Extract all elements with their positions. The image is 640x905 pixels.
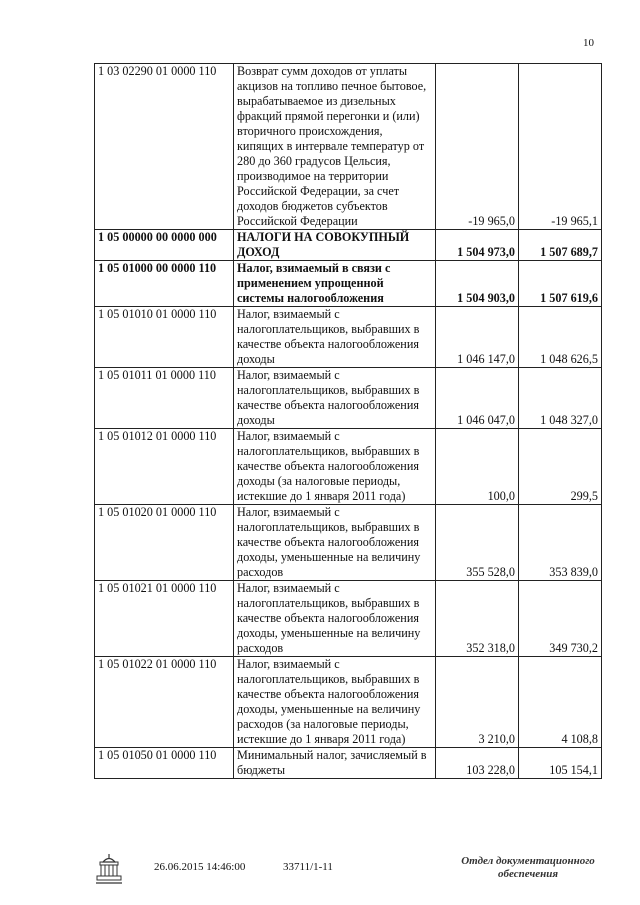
table-row [95, 748, 602, 779]
row-value-2: 105 154,1 [519, 748, 602, 779]
row-code: 1 05 01000 00 0000 110 [95, 261, 234, 307]
duma-logo-icon [94, 852, 124, 888]
row-name: Налог, взимаемый с налогоплательщиков, выбравших в качестве объекта налогообложения доходы, уменьшенные на величину расходов [234, 581, 436, 657]
row-value-1: 103 228,0 [436, 748, 519, 779]
row-value-1: 1 046 047,0 [436, 368, 519, 429]
row-value-2: 299,5 [519, 429, 602, 505]
row-name: Минимальный налог, зачисляемый в бюджеты [234, 748, 436, 779]
row-code: 1 05 01022 01 0000 110 [95, 657, 234, 748]
row-name: Налог, взимаемый в связи с применением упрощенной системы налогообложения [234, 261, 436, 307]
row-value-1: 1 046 147,0 [436, 307, 519, 368]
row-value-1: 100,0 [436, 429, 519, 505]
table-row [95, 429, 602, 505]
row-value-2: 4 108,8 [519, 657, 602, 748]
row-value-2: -19 965,1 [519, 64, 602, 230]
row-name: НАЛОГИ НА СОВОКУПНЫЙ ДОХОД [234, 230, 436, 261]
table-row [95, 307, 602, 368]
footer-datetime: 26.06.2015 14:46:00 [154, 861, 246, 873]
table-row [95, 657, 602, 748]
row-name: Налог, взимаемый с налогоплательщиков, выбравших в качестве объекта налогообложения доходы [234, 368, 436, 429]
budget-table [94, 63, 602, 779]
row-value-1: 352 318,0 [436, 581, 519, 657]
table-row [95, 581, 602, 657]
row-code: 1 05 01012 01 0000 110 [95, 429, 234, 505]
row-value-2: 1 507 689,7 [519, 230, 602, 261]
row-code: 1 05 01010 01 0000 110 [95, 307, 234, 368]
row-value-1: 1 504 903,0 [436, 261, 519, 307]
row-code: 1 05 01011 01 0000 110 [95, 368, 234, 429]
table-row [95, 261, 602, 307]
table-row [95, 230, 602, 261]
footer-doc-number: 33711/1-11 [283, 861, 333, 873]
row-code: 1 05 00000 00 0000 000 [95, 230, 234, 261]
page-number: 10 [583, 37, 594, 49]
row-name: Налог, взимаемый с налогоплательщиков, выбравших в качестве объекта налогообложения доходы, уменьшенные на величину расходов (за налоговые периоды, истекшие до 1 января 2011 года) [234, 657, 436, 748]
row-code: 1 05 01020 01 0000 110 [95, 505, 234, 581]
row-name: Налог, взимаемый с налогоплательщиков, выбравших в качестве объекта налогообложения доходы (за налоговые периоды, истекшие до 1 января 2011 года) [234, 429, 436, 505]
row-value-2: 1 048 626,5 [519, 307, 602, 368]
row-value-2: 349 730,2 [519, 581, 602, 657]
row-value-2: 1 507 619,6 [519, 261, 602, 307]
footer-department: Отдел документационного обеспечения [461, 855, 595, 880]
row-value-1: 1 504 973,0 [436, 230, 519, 261]
row-value-1: 355 528,0 [436, 505, 519, 581]
row-code: 1 05 01021 01 0000 110 [95, 581, 234, 657]
row-value-2: 1 048 327,0 [519, 368, 602, 429]
row-code: 1 05 01050 01 0000 110 [95, 748, 234, 779]
row-value-1: -19 965,0 [436, 64, 519, 230]
table-row [95, 505, 602, 581]
table-row [95, 368, 602, 429]
row-value-1: 3 210,0 [436, 657, 519, 748]
row-value-2: 353 839,0 [519, 505, 602, 581]
row-name: Налог, взимаемый с налогоплательщиков, выбравших в качестве объекта налогообложения доходы, уменьшенные на величину расходов [234, 505, 436, 581]
row-name: Возврат сумм доходов от уплаты акцизов на топливо печное бытовое, вырабатываемое из дизельных фракций прямой перегонки и (или) вторичного происхождения, кипящих в интервале температур от 280 до 360 градусов Цельсия, производимое на территории Российской Федерации, за счет доходов бюджетов субъектов Российской Федерации [234, 64, 436, 230]
table-row [95, 64, 602, 230]
row-code: 1 03 02290 01 0000 110 [95, 64, 234, 230]
row-name: Налог, взимаемый с налогоплательщиков, выбравших в качестве объекта налогообложения доходы [234, 307, 436, 368]
